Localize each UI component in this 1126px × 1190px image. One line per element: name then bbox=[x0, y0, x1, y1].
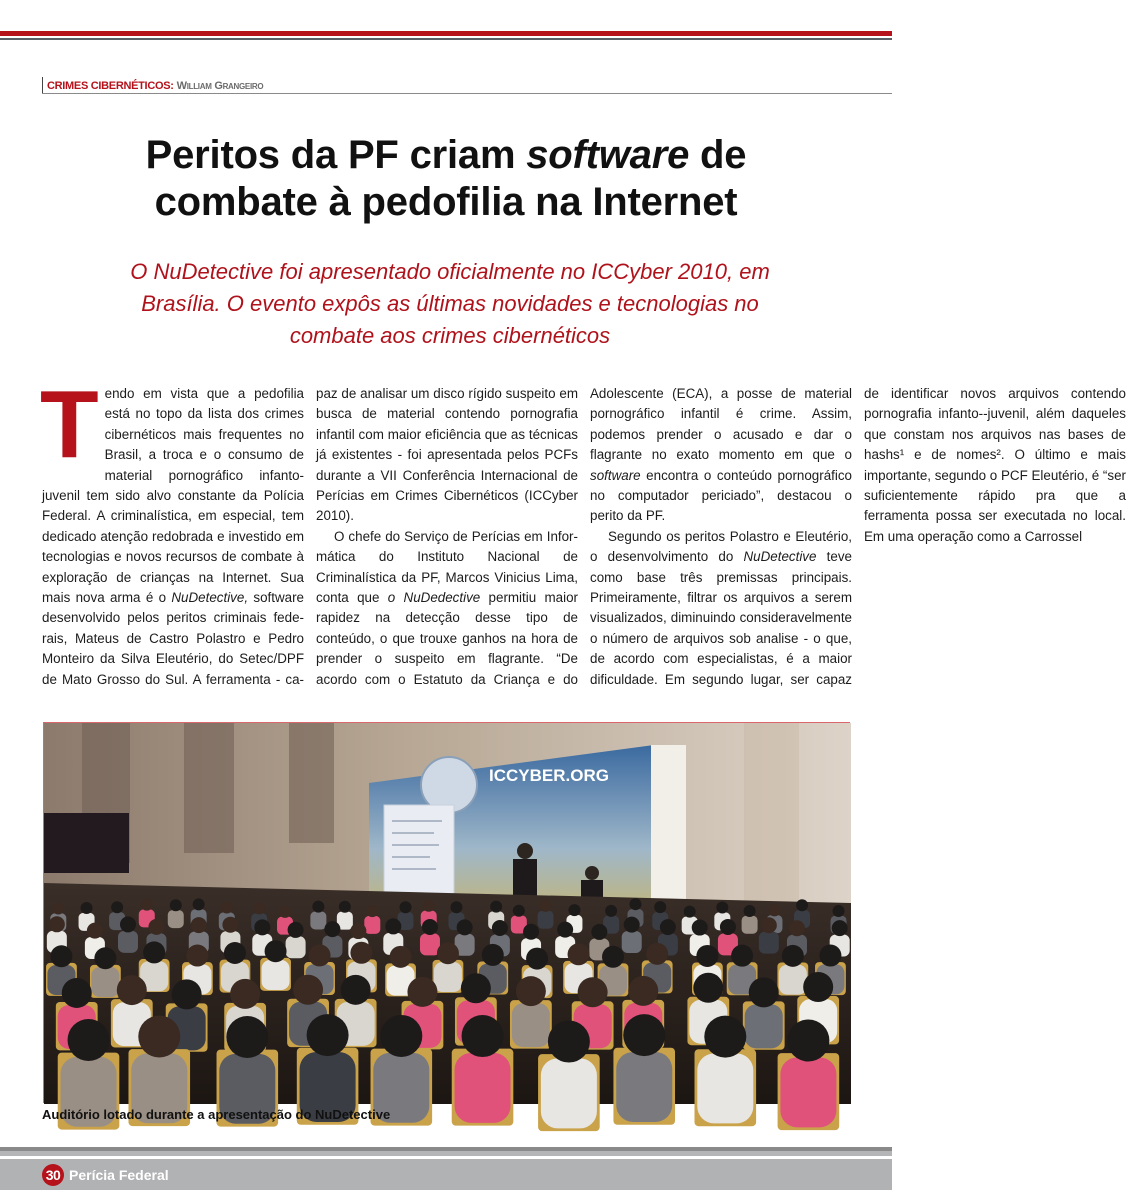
attendee-body bbox=[622, 931, 642, 953]
attendee-head bbox=[193, 898, 205, 910]
attendee-head bbox=[731, 945, 753, 967]
attendee-head bbox=[490, 901, 502, 913]
attendee-head bbox=[684, 906, 696, 918]
header-rule bbox=[42, 93, 892, 94]
attendee-head bbox=[803, 972, 833, 1002]
attendee-head bbox=[224, 942, 246, 964]
attendee-head bbox=[324, 921, 340, 937]
attendee-body bbox=[310, 911, 326, 929]
attendee-head bbox=[191, 917, 207, 933]
article-title bbox=[0, 132, 892, 226]
title-part2: de bbox=[689, 133, 747, 177]
p2-italic-2: software bbox=[590, 467, 641, 483]
attendee-head bbox=[49, 916, 65, 932]
p2-text-c: encontra o conteúdo pornográfico no computador periciado”, destacou o perito da PF. bbox=[590, 467, 852, 524]
attendee-head bbox=[437, 942, 459, 964]
p2-italic-1: o NuDedective bbox=[387, 590, 481, 606]
attendee-head bbox=[789, 920, 805, 936]
attendee-head bbox=[482, 944, 504, 966]
attendee-head bbox=[120, 916, 136, 932]
attendee-head bbox=[407, 977, 437, 1007]
attendee-head bbox=[540, 900, 552, 912]
article-deck: O NuDetective foi apresentado oficialmente no ICCyber 2010, em Brasília. O evento expôs as últimas novidades e tecnologias no combate aos crimes cibernéticos bbox=[130, 259, 770, 348]
page-number: 30 bbox=[42, 1164, 64, 1186]
attendee-head bbox=[390, 946, 412, 968]
attendee-head bbox=[111, 901, 123, 913]
attendee-head bbox=[602, 946, 624, 968]
footer-bar bbox=[0, 1159, 892, 1190]
attendee-head bbox=[450, 901, 462, 913]
attendee-head bbox=[385, 918, 401, 934]
attendee-body bbox=[168, 910, 184, 928]
attendee-head bbox=[350, 942, 372, 964]
attendee-head bbox=[523, 924, 539, 940]
attendee-body bbox=[779, 965, 807, 995]
attendee-head bbox=[400, 901, 412, 913]
attendee-head bbox=[253, 902, 265, 914]
attendee-head bbox=[516, 976, 546, 1006]
p2-text-a: O chefe do Serviço de Perícias em Informática do Instituto Nacional de Criminalística da PF, Marcos Vinicius Lima, conta que bbox=[316, 528, 578, 606]
attendee-head bbox=[457, 919, 473, 935]
attendee-head bbox=[148, 919, 164, 935]
attendee-head bbox=[138, 1015, 180, 1057]
attendee-head bbox=[380, 1015, 422, 1057]
attendee-head bbox=[87, 923, 103, 939]
attendee-head bbox=[423, 900, 435, 912]
attendee-head bbox=[143, 941, 165, 963]
attendee-head bbox=[62, 978, 92, 1008]
attendee-head bbox=[309, 944, 331, 966]
attendee-head bbox=[170, 899, 182, 911]
attendee-body bbox=[697, 1053, 753, 1123]
attendee-body bbox=[512, 1003, 550, 1047]
attendee-head bbox=[787, 1020, 829, 1062]
attendee-head bbox=[692, 920, 708, 936]
attendee-head bbox=[749, 977, 779, 1007]
attendee-head bbox=[591, 924, 607, 940]
attendee-body bbox=[262, 960, 290, 990]
attendee-head bbox=[221, 902, 233, 914]
attendee-body bbox=[420, 933, 440, 955]
attendee-body bbox=[91, 967, 119, 997]
attendee-head bbox=[341, 975, 371, 1005]
attendee-head bbox=[312, 901, 324, 913]
attendee-head bbox=[186, 945, 208, 967]
attendee-head bbox=[230, 979, 260, 1009]
attendee-head bbox=[557, 922, 573, 938]
attendee-head bbox=[366, 905, 378, 917]
attendee-body bbox=[759, 932, 779, 954]
auditorium-illustration bbox=[44, 723, 851, 1104]
attendee-head bbox=[629, 898, 641, 910]
attendee-head bbox=[141, 899, 153, 911]
p3-italic: NuDetective bbox=[743, 549, 817, 565]
magazine-name: Perícia Federal bbox=[69, 1166, 169, 1183]
attendee-body bbox=[455, 1053, 511, 1123]
attendee-head bbox=[526, 948, 548, 970]
attendee-head bbox=[696, 945, 718, 967]
attendee-head bbox=[716, 902, 728, 914]
attendee-body bbox=[434, 962, 462, 992]
attendee-head bbox=[568, 943, 590, 965]
attendee-head bbox=[117, 975, 147, 1005]
attendee-body bbox=[538, 911, 554, 929]
attendee-head bbox=[660, 919, 676, 935]
attendee-head bbox=[628, 976, 658, 1006]
footer-rule-light bbox=[0, 1151, 892, 1156]
photo-caption: Auditório lotado durante a apresentação do NuDetective bbox=[42, 1107, 391, 1122]
attendee-head bbox=[52, 902, 64, 914]
attendee-body bbox=[745, 1004, 783, 1048]
p2-text-b: permitiu maior rapidez na detecção desse tipo de conteúdo, o que trouxe ganhos na hora de prender o suspeito em flagrante. “De acordo com o Estatuto da Criança e do Adolescente (ECA), a posse de material pornográfico infantil é crime. Assim, podemos prender o acusado e dar o flagrante no exato momento em que o bbox=[316, 386, 852, 687]
auditorium-photo bbox=[43, 722, 850, 1103]
dark-panel bbox=[44, 813, 129, 873]
attendee-head bbox=[461, 973, 491, 1003]
article-body bbox=[40, 371, 1126, 696]
attendee-head bbox=[339, 901, 351, 913]
section-author: William Grangeiro bbox=[176, 79, 264, 92]
attendee-head bbox=[623, 1014, 665, 1056]
attendee-head bbox=[462, 1015, 504, 1057]
attendee-head bbox=[782, 945, 804, 967]
attendee-head bbox=[624, 917, 640, 933]
attendee-body bbox=[616, 1052, 672, 1122]
p1-italic: NuDetective, bbox=[171, 590, 249, 606]
attendee-body bbox=[541, 1058, 597, 1128]
projection-screen bbox=[384, 805, 454, 897]
attendee-head bbox=[81, 902, 93, 914]
attendee-head bbox=[94, 947, 116, 969]
p3-text-b: teve como base três premissas principais. Primeiramente, filtrar os arquivos a serem visualizados, diminuindo consideravelmente o número de arquivos sob analise - o que, de acordo com especialistas, é a maior dificuldade. Em segundo lugar, ser capaz de identificar novos arquivos contendo pornografia infanto--juvenil, além daqueles que constam nos arquivos nas bases de hashs¹ e de nomes². O último e mais importante, segundo o PCF Eleutério, é “ser suficientemente rápido pra que a ferramenta possa ser executada no local. Em uma operação como a Carrossel bbox=[590, 386, 1126, 687]
top-rule-gray bbox=[0, 38, 892, 40]
attendee-head bbox=[172, 979, 202, 1009]
attendee-head bbox=[288, 922, 304, 938]
top-rule-red bbox=[0, 31, 892, 36]
attendee-head bbox=[720, 919, 736, 935]
attendee-head bbox=[307, 1014, 349, 1056]
attendee-head bbox=[568, 904, 580, 916]
attendee-body bbox=[780, 1057, 836, 1127]
p1-text-a: endo em vista que a pedofilia está no topo da lista dos crimes cibernéticos mais frequentes no Brasil, a troca e o consumo de material pornográfico infanto-juvenil tem sido alvo constante da Polícia Federal. A criminalística, em especial, tem dedicado atenção redobrada e investido em tecnologias e novos recursos de combate à exploração de crianças na Internet. Sua mais nova arma é o bbox=[42, 386, 304, 606]
attendee-head bbox=[293, 975, 323, 1005]
attendee-body bbox=[364, 916, 380, 934]
title-line2: combate à pedofilia na Internet bbox=[154, 180, 738, 224]
attendee-head bbox=[605, 905, 617, 917]
attendee-head bbox=[833, 905, 845, 917]
attendee-head bbox=[50, 945, 72, 967]
attendee-head bbox=[68, 1019, 110, 1061]
attendee-head bbox=[578, 977, 608, 1007]
attendee-head bbox=[768, 904, 780, 916]
section-category: CRIMES CIBERNÉTICOS: bbox=[47, 79, 174, 92]
attendee-head bbox=[226, 1016, 268, 1058]
p3-text-a: Segundo os peritos Polastro e Eleutério, o desenvolvimento do bbox=[590, 528, 852, 565]
attendee-head bbox=[796, 899, 808, 911]
banner-text: ICCYBER.ORG bbox=[489, 766, 609, 785]
title-italic: software bbox=[526, 133, 690, 177]
attendee-head bbox=[492, 920, 508, 936]
attendee-head bbox=[654, 901, 666, 913]
attendee-head bbox=[646, 943, 668, 965]
attendee-head bbox=[422, 919, 438, 935]
attendee-head bbox=[744, 905, 756, 917]
section-header bbox=[42, 77, 263, 94]
attendee-head bbox=[693, 973, 723, 1003]
attendee-head bbox=[548, 1021, 590, 1063]
attendee-head bbox=[350, 923, 366, 939]
attendee-head bbox=[832, 920, 848, 936]
drop-cap: T bbox=[40, 371, 99, 478]
title-part1: Peritos da PF criam bbox=[145, 133, 527, 177]
p1-text-b: software desenvolvido pelos peritos criminais federais, Mateus de Castro Polastro e Pedro Monteiro da Silva Eleutério, do Setec/DPF de Mato Grosso do Sul. A ferramenta - capaz de analisar um disco rígido suspeito em busca de material contendo pornografia infantil com maior eficiência que as técnicas já existentes - foi apresentada pelos PCFs durante a VII Conferência Internacional de Perícias em Crimes Cibernéticos (ICCyber 2010). bbox=[42, 386, 578, 687]
attendee-head bbox=[254, 919, 270, 935]
attendee-head bbox=[819, 945, 841, 967]
attendee-head bbox=[265, 940, 287, 962]
attendee-head bbox=[513, 905, 525, 917]
attendee-body bbox=[286, 936, 306, 958]
attendee-body bbox=[118, 931, 138, 953]
attendee-head bbox=[279, 906, 291, 918]
attendee-head bbox=[222, 917, 238, 933]
attendee-head bbox=[704, 1016, 746, 1058]
attendee-head bbox=[761, 917, 777, 933]
attendee-body bbox=[742, 916, 758, 934]
